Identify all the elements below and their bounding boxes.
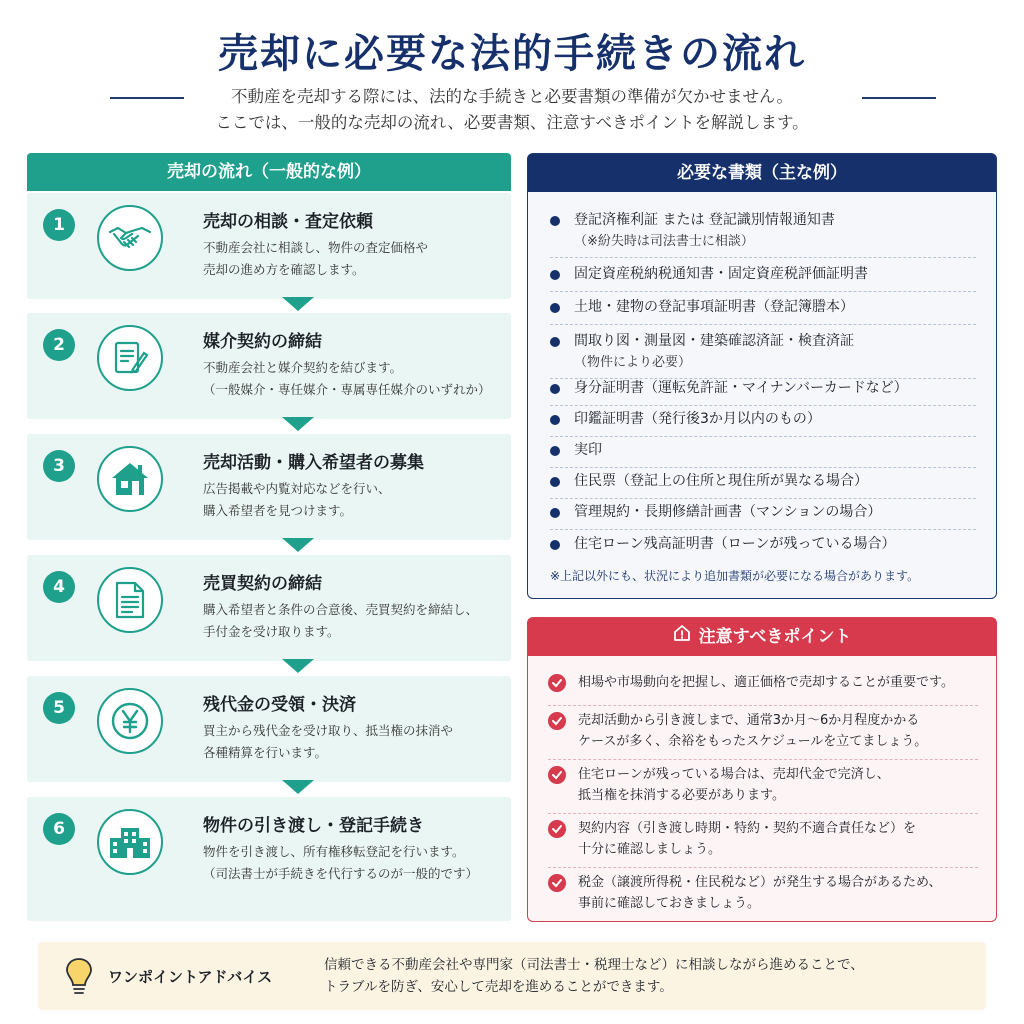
flow-step-1	[27, 193, 511, 299]
required-documents-panel	[527, 153, 997, 599]
document-item	[550, 264, 976, 292]
bullet-icon	[550, 415, 560, 425]
step-title: 売却活動・購入希望者の募集	[203, 453, 424, 473]
step-number: 3	[43, 450, 75, 482]
document-item	[550, 471, 976, 499]
yen-icon	[97, 688, 163, 754]
caution-item	[548, 872, 978, 918]
caution-item	[548, 672, 978, 706]
caution-header	[528, 618, 996, 656]
document-icon	[97, 567, 163, 633]
caution-text: 十分に確認しましょう。	[578, 842, 722, 857]
advice-bar	[38, 942, 986, 1010]
flow-arrow-icon	[282, 297, 314, 311]
handshake-icon	[97, 205, 163, 271]
check-icon	[548, 712, 566, 737]
document-item	[550, 440, 976, 468]
bullet-icon	[550, 446, 560, 456]
step-desc-line: （一般媒介・専任媒介・専属専任媒介のいずれか）	[203, 382, 491, 397]
caution-text: 契約内容（引き渡し時期・特約・契約不適合責任など）を	[578, 821, 917, 836]
caution-item	[548, 818, 978, 868]
document-text: 間取り図・測量図・建築確認済証・検査済証	[574, 333, 854, 349]
document-subtext: （※紛失時は司法書士に相談）	[574, 234, 754, 249]
intro-text	[0, 84, 1024, 136]
flow-step-3	[27, 434, 511, 540]
caution-item	[548, 764, 978, 814]
step-description	[203, 357, 503, 401]
flow-step-2	[27, 313, 511, 419]
bullet-icon	[550, 384, 560, 394]
step-number: 5	[43, 692, 75, 724]
document-item	[550, 409, 976, 437]
advice-line: 信頼できる不動産会社や専門家（司法書士・税理士など）に相談しながら進めることで、	[324, 957, 864, 973]
advice-label: ワンポイントアドバイス	[108, 968, 273, 986]
step-title: 媒介契約の締結	[203, 332, 322, 352]
bullet-icon	[550, 303, 560, 313]
bullet-icon	[550, 337, 560, 347]
house-icon	[97, 446, 163, 512]
step-title: 残代金の受領・決済	[203, 695, 356, 715]
bullet-icon	[550, 270, 560, 280]
bullet-icon	[550, 216, 560, 226]
flow-arrow-icon	[282, 780, 314, 794]
step-desc-line: 購入希望者と条件の合意後、売買契約を締結し、	[203, 602, 479, 617]
step-desc-line: 広告掲載や内覧対応などを行い、	[203, 481, 391, 496]
step-number: 4	[43, 571, 75, 603]
step-number: 6	[43, 813, 75, 845]
flow-step-5	[27, 676, 511, 782]
document-text: 実印	[574, 442, 602, 458]
house-caution-icon	[673, 618, 691, 656]
caution-text: ケースが多く、余裕をもったスケジュールを立てましょう。	[578, 734, 928, 749]
step-desc-line: （司法書士が手続きを代行するのが一般的です）	[203, 866, 479, 881]
caution-text: 売却活動から引き渡しまで、通常3か月〜6か月程度かかる	[578, 713, 920, 728]
document-item	[550, 534, 976, 560]
step-number: 1	[43, 209, 75, 241]
step-desc-line: 手付金を受け取ります。	[203, 624, 340, 639]
step-description	[203, 237, 503, 281]
step-desc-line: 購入希望者を見つけます。	[203, 503, 353, 518]
caution-text: 事前に確認しておきましょう。	[578, 896, 761, 911]
step-desc-line: 不動産会社に相談し、物件の査定価格や	[203, 240, 429, 255]
flow-header: 売却の流れ（一般的な例）	[27, 153, 511, 191]
caution-text: 住宅ローンが残っている場合は、売却代金で完済し、	[578, 767, 890, 782]
step-desc-line: 各種精算を行います。	[203, 745, 328, 760]
flow-step-6	[27, 797, 511, 921]
step-description	[203, 720, 503, 764]
caution-text: 税金（譲渡所得税・住民税など）が発生する場合があるため、	[578, 875, 942, 890]
documents-note: ※上記以外にも、状況により追加書類が必要になる場合があります。	[550, 569, 920, 583]
step-title: 売却の相談・査定依頼	[203, 212, 373, 232]
document-text: 印鑑証明書（発行後3か月以内のもの）	[574, 411, 821, 427]
document-item	[550, 502, 976, 530]
step-desc-line: 物件を引き渡し、所有権移転登記を行います。	[203, 844, 465, 859]
flow-step-4	[27, 555, 511, 661]
intro-line-1: 不動産を売却する際には、法的な手続きと必要書類の準備が欠かせません。	[231, 87, 793, 106]
step-title: 物件の引き渡し・登記手続き	[203, 816, 424, 836]
step-title: 売買契約の締結	[203, 574, 322, 594]
document-text: 固定資産税納税通知書・固定資産税評価証明書	[574, 266, 868, 282]
caution-panel	[527, 617, 997, 922]
step-description	[203, 599, 503, 643]
step-number: 2	[43, 329, 75, 361]
caution-text: 相場や市場動向を把握し、適正価格で売却することが重要です。	[578, 675, 954, 690]
document-item	[550, 297, 976, 325]
document-text: 身分証明書（運転免許証・マイナンバーカードなど）	[574, 380, 908, 396]
flow-arrow-icon	[282, 417, 314, 431]
document-text: 住民票（登記上の住所と現住所が異なる場合）	[574, 473, 868, 489]
document-item	[550, 378, 976, 406]
step-description	[203, 478, 503, 522]
lightbulb-icon	[64, 956, 94, 1000]
check-icon	[548, 674, 566, 699]
document-text: 土地・建物の登記事項証明書（登記簿謄本）	[574, 299, 854, 315]
flow-arrow-icon	[282, 659, 314, 673]
bullet-icon	[550, 508, 560, 518]
advice-text	[324, 954, 864, 998]
caution-header-text: 注意すべきポイント	[698, 627, 852, 647]
caution-text: 抵当権を抹消する必要があります。	[578, 788, 785, 803]
documents-header: 必要な書類（主な例）	[528, 154, 996, 192]
document-item	[550, 331, 976, 379]
step-desc-line: 不動産会社と媒介契約を結びます。	[203, 360, 403, 375]
check-icon	[548, 820, 566, 845]
step-description	[203, 841, 503, 885]
document-text: 登記済権利証 または 登記識別情報通知書	[574, 212, 835, 228]
contract-pen-icon	[97, 325, 163, 391]
document-text: 住宅ローン残高証明書（ローンが残っている場合）	[574, 536, 896, 552]
building-icon	[97, 809, 163, 875]
document-item	[550, 210, 976, 258]
caution-item	[548, 710, 978, 760]
check-icon	[548, 766, 566, 791]
step-desc-line: 買主から残代金を受け取り、抵当権の抹消や	[203, 723, 454, 738]
page-title: 売却に必要な法的手続きの流れ	[218, 31, 806, 77]
check-icon	[548, 874, 566, 899]
document-subtext: （物件により必要）	[574, 355, 692, 370]
bullet-icon	[550, 540, 560, 550]
step-desc-line: 売却の進め方を確認します。	[203, 262, 365, 277]
document-text: 管理規約・長期修繕計画書（マンションの場合）	[574, 504, 882, 520]
advice-line: トラブルを防ぎ、安心して売却を進めることができます。	[324, 979, 673, 995]
bullet-icon	[550, 477, 560, 487]
flow-arrow-icon	[282, 538, 314, 552]
intro-line-2: ここでは、一般的な売却の流れ、必要書類、注意すべきポイントを解説します。	[215, 113, 809, 132]
